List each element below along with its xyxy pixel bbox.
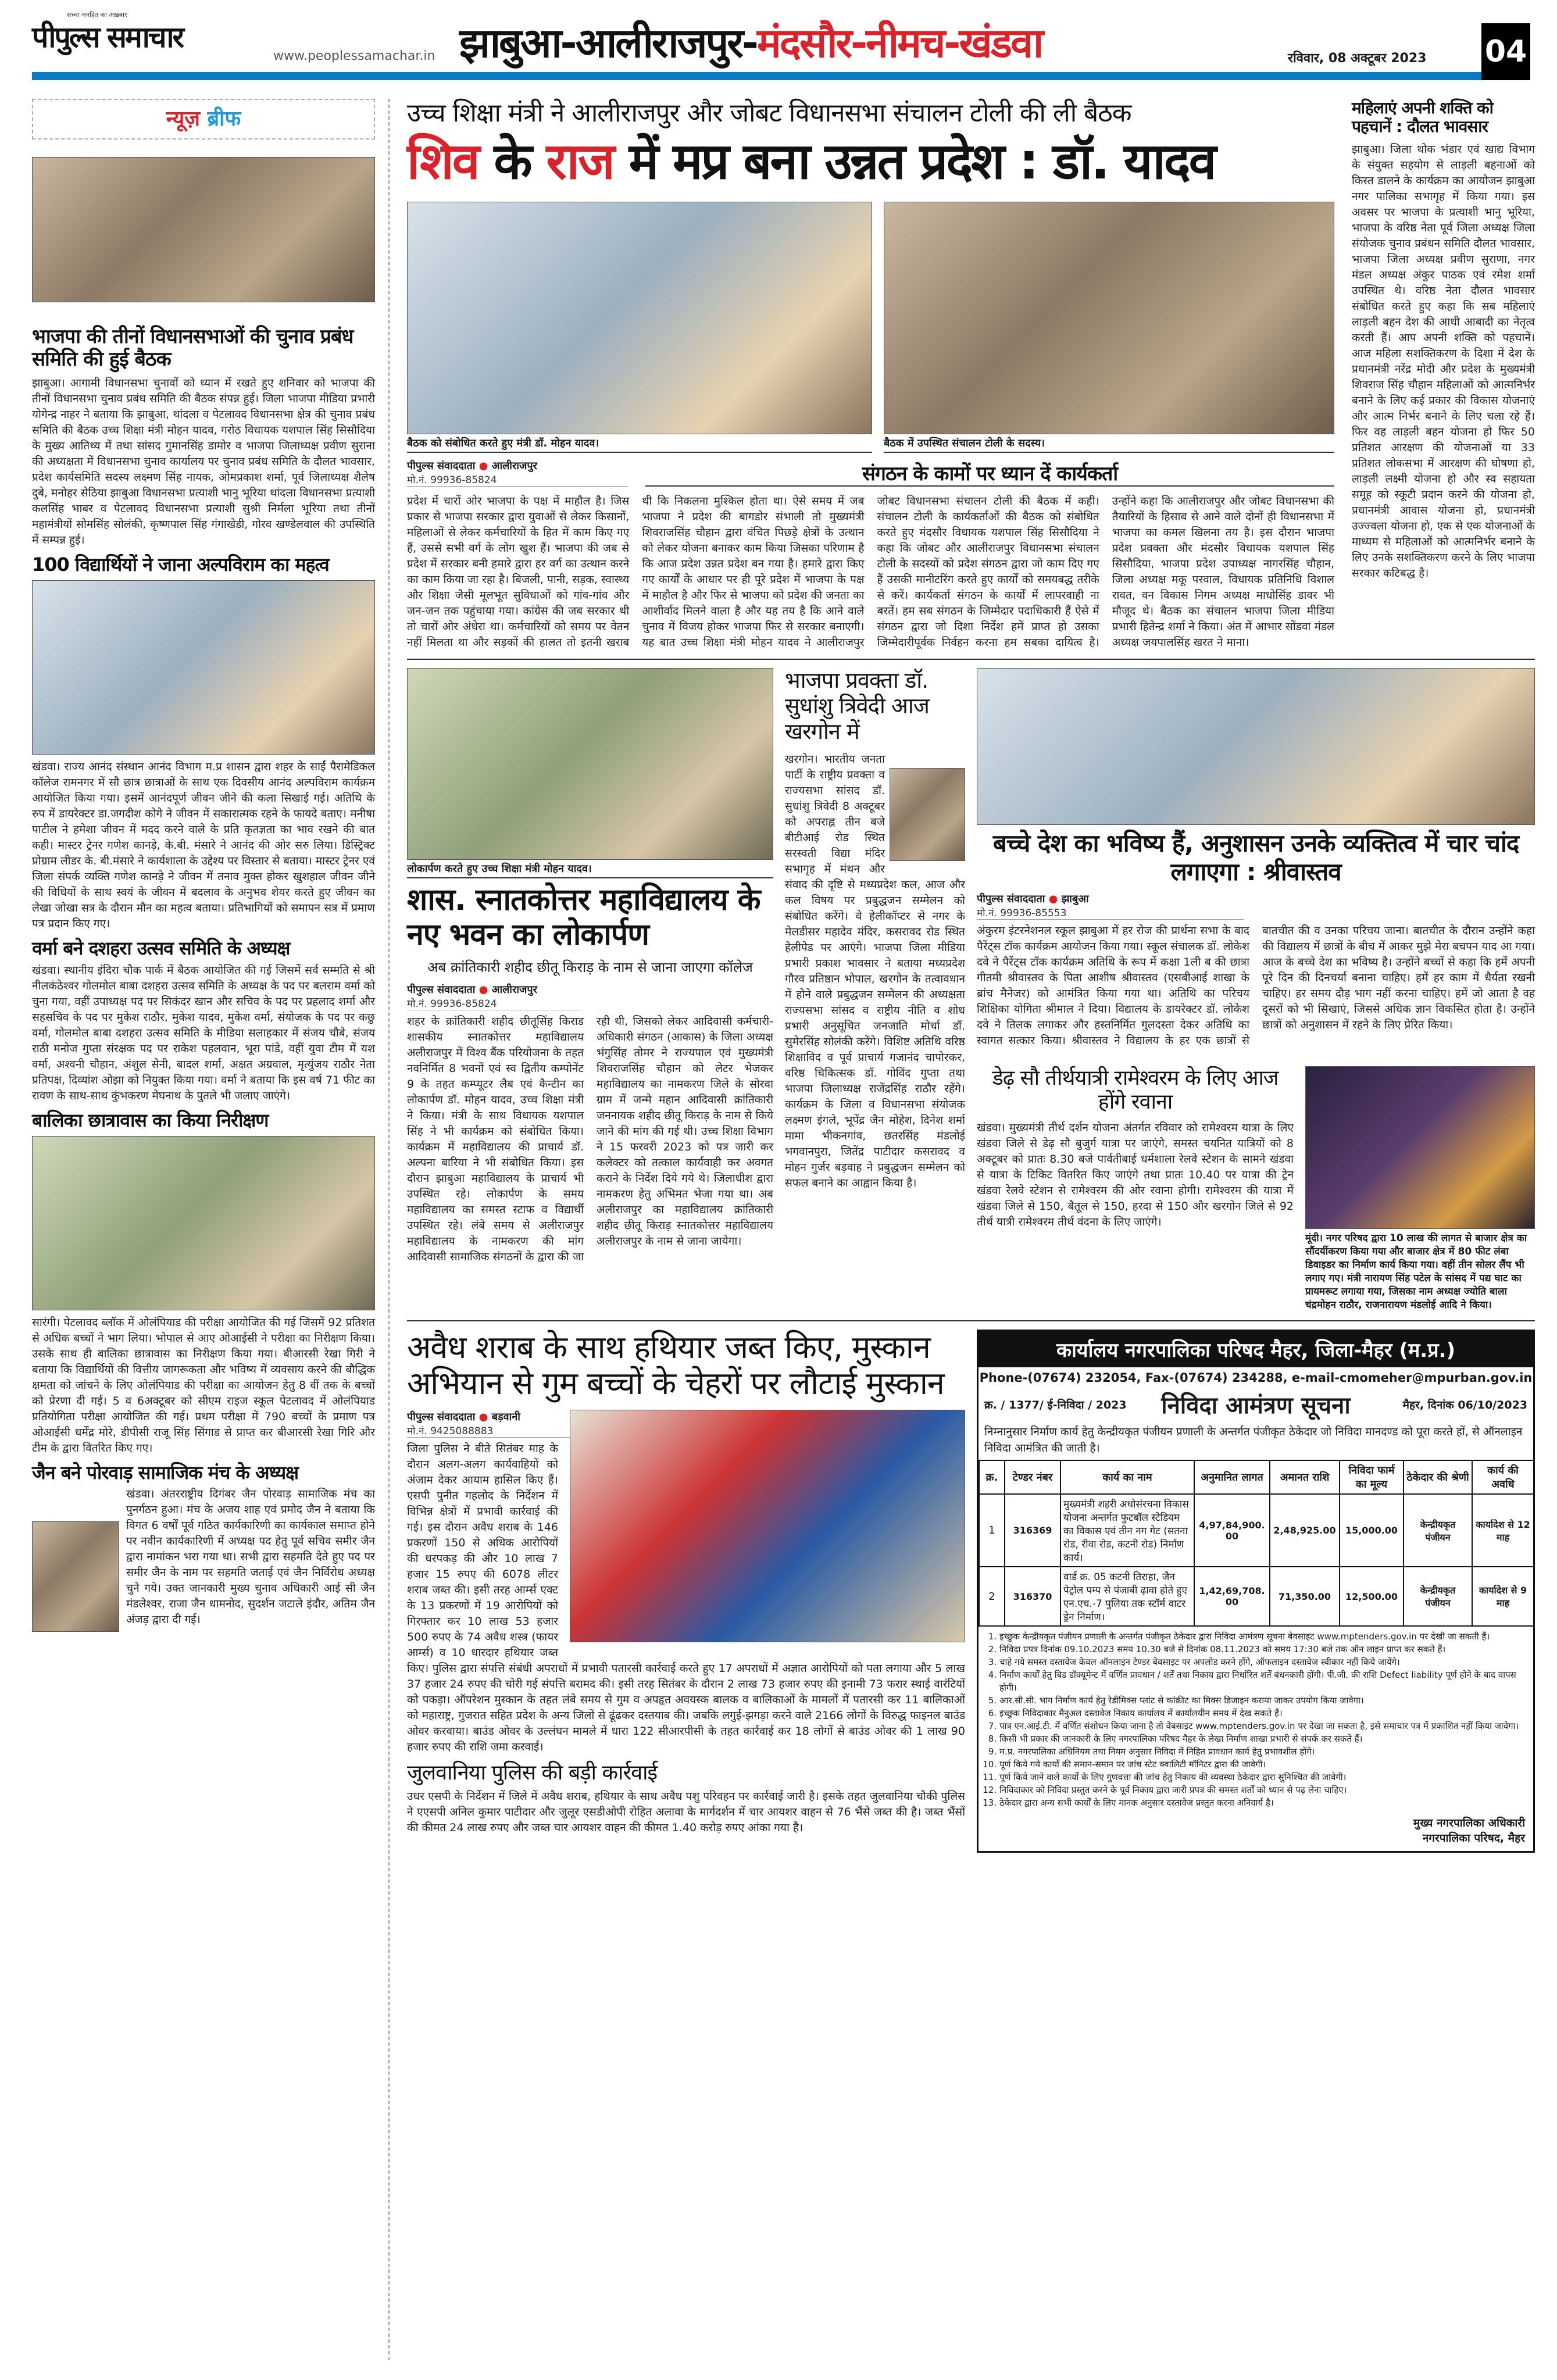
th: अमानत राशि — [1270, 1460, 1340, 1494]
tender-title-row — [979, 1388, 1533, 1420]
tender-table-header — [979, 1460, 1534, 1494]
masthead-rule — [32, 72, 1481, 80]
row-bottom — [407, 1330, 1535, 1853]
liquor-text: जिला पुलिस ने बीते सितंबर माह के दौरान अलग-अलग कार्यवाहियों को अंजाम देकर आयाम हासिल किए हैं। एसपी पुनीत गहलोद के निर्देशन में विभिन्न क्षेत्रों में प्रभावी कार्रवाई की गई। इस दौरान अवैध शराब के 146 प्रकरणों 150 से अधिक आरोपियों की धरपकड़ की और 10 लाख 7 हजार 15 रुपए की 6078 लीटर शराब जब्त की। इसी तरह आर्म्स एक्ट के 13 प्रकरणों में 19 आरोपियों को गिरफ्तार कर 10 लाख 53 हजार 500 रुपए के 74 अवैध शस्त्र (फायर आर्म्स) व 10 धारदार हथियार जब्त किए। पुलिस द्वारा संपत्ति संबंधी अपराधों में प्रभावी पतारसी कार्रवाई करते हुए 17 अपराधों में अज्ञात आरोपियों को पता लगाया और 5 लाख 37 हजार 24 रुपए की चोरी गई संपत्ति बरामद की। इसी तरह सितंबर के दौरान 2 लाख 73 हजार रुपए की इनामी 73 फरार स्थाई वारंटियों को पकड़ा। ऑपरेशन मुस्कान के तहत लंबे समय से गुम व अपहृत अवयस्क बालक व बालिकाओं के मामलों में पतारसी कर 11 बालिकाओं को महाराष्ट्र, गुजरात सहित प्रदेश के अन्य जिलों से ढूंढकर दस्तयाब की। जबकि लगुई-झगड़ा करने वाले 2166 लोगों के विरुद्ध फाइनल बाउंड ओवर करवाया। बाउंड ओवर के उल्लंघन मामले में धारा 122 सीआरपीसी के तहत कार्रवाई कर 18 लोगों से बाउंड ओवर की 1 लाख 90 हजार रुपए की राशि जमा करवाई। — [407, 1442, 965, 1754]
tender-table — [979, 1460, 1534, 1627]
main-byline-block — [407, 459, 628, 490]
td: 4,97,84,900.00 — [1194, 1494, 1270, 1567]
photo-students — [32, 580, 375, 755]
college-mobile: मो.नं. 99936-85824 — [407, 996, 581, 1010]
caption-committee: बैठक में उपस्थित संचालन टोली के सदस्य। — [884, 434, 1334, 453]
right-article — [1352, 99, 1535, 581]
tender-notice — [977, 1330, 1535, 1853]
tender-note: 12. निविदाकार को निविदा प्रस्तुत करने के पूर्व निकाय द्वारा जारी प्रपत्र की समस्त शर्तों को ध्यान से पढ़ लेना चाहिए। — [999, 1784, 1527, 1796]
subhead-college: अब क्रांतिकारी शहीद छीतू किराड़ के नाम से जाना जाएगा कॉलेज — [427, 959, 753, 976]
section-rule-2 — [407, 1320, 1535, 1321]
news-brief-blue: ब्रीफ — [207, 107, 241, 131]
headline-trivedi: भाजपा प्रवक्ता डॉ. सुधांशु त्रिवेदी आज खरगोन में — [785, 668, 929, 744]
signature-title: मुख्य नगरपालिका अधिकारी — [1413, 1817, 1525, 1830]
tender-title: निविदा आमंत्रण सूचना — [1161, 1392, 1351, 1420]
td: 2,48,925.00 — [1270, 1494, 1340, 1567]
table-row — [979, 1567, 1534, 1626]
main-headline-red-1: शिव — [407, 132, 478, 191]
liquor-byline: पीपुल्स संवाददाता ● बड़वानी — [407, 1411, 520, 1424]
main-headline-mid: के — [478, 132, 547, 191]
main-kicker: उच्च शिक्षा मंत्री ने आलीराजपुर और जोबट विधानसभा संचालन टोली की ली बैठक — [407, 98, 1131, 128]
issue-date: रविवार, 08 अक्टूबर 2023 — [1288, 51, 1427, 66]
row-top — [407, 99, 1535, 651]
caption-inauguration: लोकार्पण करते हुए उच्च शिक्षा मंत्री मोहन यादव। — [407, 860, 773, 878]
tender-ref: क्र. / 1377/ ई-निविदा / 2023 — [984, 1398, 1127, 1411]
tender-note: 5. आर.सी.सी. भाग निर्माण कार्य हेतु रेडीमिक्स प्लांट से कांक्रीट का मिक्स डिजाइन कराया जाकर उपयोग किया जावेगा। — [999, 1694, 1527, 1707]
photo-hostel-inspection — [32, 1136, 375, 1310]
masthead — [0, 0, 1557, 81]
article-dussehra: खंडवा। स्थानीय इंदिरा चौक पार्क में बैठक आयोजित की गई जिसमें सर्व सम्मति से श्री नीलकंठेश्वर गोलमोल बाबा दशहरा उत्सव समिति के अध्यक्ष के पद पर बलराम वर्मा को चुना गया, वहीं उपाध्यक्ष पद पर सिकंदर खान और सचिव के पद पर प्रहलाद शर्मा और सहसचिव के पद पर मुकेश राठौर, मुकेश यादव, मुकेश वर्मा, संयोजक के पद पर कछु वर्मा, गोलमोल बाबा दशहरा उत्सव समिति के मीडिया सलाहकार में संजय चौबे, संजय राठी मनोज गुप्ता संरक्षक पद पर राकेश पहलवान, भूरा पांडे, वहीं युवा टीम में यश वर्मा, अश्वनी चौहान, अंशुल सेनी, बादल शर्मा, अक्षत अग्रवाल, मृत्युंजय राठौर नेता प्रतिपक्ष, दिव्यांश ओझा को नियुक्त किया गया। वर्मा ने बताया कि इस वर्ष 71 फीट का रावण के साथ-साथ कुंभकरण मेघनाथ के पुतले भी जलाए जाएंगे। — [32, 963, 375, 1102]
td: केन्द्रीयकृत पंजीयन — [1404, 1494, 1472, 1567]
main-subhead: संगठन के कामों पर ध्यान दें कार्यकर्ता — [645, 463, 1334, 487]
photo-samir-jain — [32, 1521, 119, 1632]
headline-dussehra: वर्मा बने दशहरा उत्सव समिति के अध्यक्ष — [32, 937, 290, 959]
college-article — [407, 668, 773, 1265]
photo-sudhanshu-trivedi — [890, 768, 965, 861]
table-row — [979, 1494, 1534, 1567]
tender-signature — [979, 1809, 1533, 1851]
photo-committee-members — [884, 202, 1334, 434]
tender-date: मैहर, दिनांक 06/10/2023 — [1402, 1398, 1528, 1411]
main-article-header — [407, 459, 1334, 490]
tender-note: 11. पूर्ण किये जाने वाले कार्यों के लिए गुणवत्ता की जांच हेतु निकाय की व्यवस्था ठेकेदार द्वारा सुनिश्चित की जावेगी। — [999, 1771, 1527, 1784]
main-story — [407, 99, 1334, 651]
row-middle — [407, 668, 1535, 1312]
tender-note: 13. ठेकेदार द्वारा अन्य सभी कार्यों के लिए मानक अनुसार दस्तावेज प्रस्तुत करना अनिवार्य है। — [999, 1796, 1527, 1809]
signature-office: नगरपालिका परिषद, मैहर — [1422, 1832, 1525, 1845]
headline-women-power: महिलाएं अपनी शक्ति को पहचानें : दौलत भावसार — [1352, 98, 1493, 137]
main-headline-rest: में मप्र बना उन्नत प्रदेश : डॉ. यादव — [613, 132, 1215, 191]
byline-place: बड़वानी — [491, 1411, 520, 1424]
trivedi-article — [785, 668, 965, 1191]
main-headline-red-2: राज — [546, 132, 613, 191]
td: 12,500.00 — [1340, 1567, 1404, 1626]
edition-title-black: झाबुआ-आलीराजपुर- — [459, 19, 757, 67]
tender-notes — [979, 1627, 1533, 1809]
th: निविदा फार्म का मूल्य — [1340, 1460, 1404, 1494]
th: टेण्डर नंबर — [1005, 1460, 1060, 1494]
headline-porwad: जैन बने पोरवाड़ सामाजिक मंच के अध्यक्ष — [32, 1461, 299, 1484]
page-number: 04 — [1481, 23, 1530, 80]
td: 71,350.00 — [1270, 1567, 1340, 1626]
headline-hostel: बालिका छात्रावास का किया निरीक्षण — [32, 1109, 269, 1131]
pilgrims-text: खंडवा। मुख्यमंत्री तीर्थ दर्शन योजना अंतर्गत रविवार को रामेश्वरम यात्रा के लिए खंडवा जिले से डेढ़ सौ बुजुर्ग यात्रा पर जाएंगे, समस्त चयनित यात्रियों को 8 अक्टूबर को प्रातः 8.30 बजे पार्वतीबाई धर्मशाला रेलवे स्टेशन के सामने खंडवा से यात्रा के टिकिट वितरित किए जाएंगे तथा प्रातः 10.40 पर यात्रा की ट्रेन खंडवा रेलवे स्टेशन से रामेश्वरम की ओर रवाना होगी। रामेश्वरम की यात्रा में खंडवा जिले से 150, बैतूल से 150, हरदा से 150 और खरगोन जिले से 92 तीर्थ यात्री रामेश्वरम तीर्थ वंदना के लिए जाएंगे। — [977, 1121, 1294, 1228]
school-byline: पीपुल्स संवाददाता ● झाबुआ — [977, 893, 1089, 906]
article-hostel: सारंगी। पेटलावद ब्लॉक में ओलंपियाड की परीक्षा आयोजित की गई जिसमें 92 प्रतिशत से अधिक बच्चों ने भाग लिया। भोपाल से आए ओआईसी ने परीक्षा का निरीक्षण किया। उसके साथ ही बालिका छात्रावास का निरीक्षण किया गया। बीआरसी रेखा गिरी ने बताया कि विद्यार्थियों की वित्तीय जागरूकता और भविष्य में व्यवसाय करने की बौद्धिक क्षमता को जांचने के लिए ओलंपियाड की परीक्षा का आयोजन हेतु 8 वीं तक के बच्चों को प्रेरणा दी गई। 5 व 6अक्टूबर को सीएम राइज स्कूल पेटलावद में ओलंपियाड प्रतियोगिता परीक्षा आयोजित की गई। प्रथम परीक्षा में 790 बच्चों के प्रमाण पत्र ओआईसी धर्मेंद्र मोरे, डीपीसी राजू सिंह सिंगाड से प्राप्त कर बीआरसी रेखा गिरि और टीम के द्वारा वितरित किए गए। — [32, 1316, 375, 1455]
byline-name: पीपुल्स संवाददाता — [407, 1411, 476, 1424]
tender-note: 1. इच्छुक केन्द्रीयकृत पंजीयन प्रणाली के अन्तर्गत पंजीकृत ठेकेदार द्वारा निविदा आमंत्रण सूचना बेवसाइट www.mptenders.gov.in पर देखी जा सकती हैं। — [999, 1630, 1527, 1643]
liquor-mobile: मो.नं. 9425088883 — [407, 1424, 965, 1438]
photo-school-assembly — [977, 668, 1535, 825]
edition-title — [459, 20, 1042, 67]
website-url[interactable]: www.peoplessamachar.in — [273, 49, 435, 63]
julwania-text: उधर एसपी के निर्देशन में जिले में अवैध शराब, हथियार के साथ अवैध पशु परिवहन पर कार्रवाई जारी है। इसके तहत जुलवानिया चौकी पुलिस ने एएसपी अनिल कुमार पाटीदार और जुलूर एसडीओपी रोहित अलावा के मार्गदर्शन में चार आयशर वाहन से 76 भैंसे जब्त की है। जब्त भैंसों की कीमत 24 लाख रुपए और जब्त चार आयशर वाहन की कीमत 1.40 करोड़ रुपए आंका गया है। — [407, 1789, 965, 1834]
headline-school: बच्चे देश का भविष्य हैं, अनुशासन उनके व्यक्तित्व में चार चांद लगाएगा : श्रीवास्तव — [992, 829, 1519, 886]
headline-pilgrims: डेढ़ सौ तीर्थयात्री रामेश्वरम के लिए आज होंगे रवाना — [992, 1066, 1279, 1114]
photo-market-divider — [1305, 1066, 1535, 1229]
main-article-text: प्रदेश में चारों ओर भाजपा के पक्ष में माहौल है। जिस प्रकार से भाजपा सरकार द्वारा युवाओं से लेकर किसानों, महिलाओं से लेकर कर्मचारियों के हित में काम किए गए हैं, उससे सभी वर्ग के लोग खुश हैं। भाजपा की जब से प्रदेश में सरकार बनी हमारे द्वारा हर वर्ग का उत्थान करने का काम किया जा रहा है। बिजली, पानी, सड़क, स्वास्थ्य और शिक्षा जैसी मूलभूत सुविधाओं को गांव-गांव और जन-जन तक पहुंचाया गया। कांग्रेस की जब सरकार थी तो चारों ओर अंधेरा था। कर्मचारियों को समय पर वेतन नहीं मिलता था और सड़कों की हालत तो इतनी खराब थी कि निकलना मुश्किल होता था। ऐसे समय में जब भाजपा ने प्रदेश की बागडोर संभाली तो मुख्यमंत्री शिवराजसिंह चौहान द्वारा वंचित पिछड़े क्षेत्रों के उत्थान को लेकर योजना बनाकर काम किया जिसका परिणाम है कि आज प्रदेश उन्नत प्रदेश बन गया है। हमारे द्वारा किए गए कार्यों के आधार पर ही पूरे प्रदेश में भाजपा के पक्ष में माहौल है और फिर से भाजपा को प्रदेश की जनता का आशीर्वाद मिलने वाला है और यह तय है कि आने वाले चुनाव में विजय होकर भाजपा फिर से सरकार बनाएगी। यह बात उच्च शिक्षा मंत्री मोहन यादव ने आलीराजपुर जोबट विधानसभा संचालन टोली की बैठक में कही। संचालन टोली के कार्यकर्ताओं की बैठक को संबोधित करते हुए मंदसौर विधायक यशपाल सिंह सिसौदिया ने कहा कि जोबट और आलीराजपुर विधानसभा संचालन टोली के सदस्यों को प्रदेश संगठन द्वारा जो काम दिए गए हैं उसकी मानीटरिंग करते हुए कार्यों को समयबद्ध तरीके से करें। कार्यकर्ता संगठन के कार्यों में लापरवाही ना बरतें। हम सब संगठन के जिम्मेदार पदाधिकारी हैं ऐसे में संगठन द्वारा जो दिशा निर्देश हमें प्राप्त हो उसका जिम्मेदारीपूर्वक निर्वहन करना हम सबका दायित्व है। उन्होंने कहा कि आलीराजपुर और जोबट विधानसभा की तैयारियों के हिसाब से आने वाले दोनों ही विधानसभा में भाजपा का कमल खिलना तय है। इस दौरान भाजपा प्रदेश प्रवक्ता और मंदसौर विधायक यशपाल सिंह सिसौदिया, भाजपा प्रदेश उपाध्यक्ष नागरसिंह चौहान, जिला अध्यक्ष मकू परवाल, विधायक प्रतिनिधि विशाल रावत, वन विकास निगम अध्यक्ष माधोसिंह डावर भी मौजूद थे। बैठक का संचालन भाजपा जिला मीडिया प्रभारी हितेन्द्र शर्मा ने किया। अंत में आभार सोंडवा मंडल अध्यक्ष जयपालसिंह खरत ने माना। — [407, 495, 1334, 649]
photo-seized-trucks — [570, 1410, 965, 1642]
td: कार्यादेश से 9 माह — [1472, 1567, 1534, 1626]
td: 2 — [979, 1567, 1005, 1626]
byline-name: पीपुल्स संवाददाता — [977, 893, 1045, 906]
td: 1 — [979, 1494, 1005, 1567]
main-photos — [407, 202, 1334, 453]
tender-note: 10. पूर्ण किये गये कार्यों की समान-समान पर जांच स्टेट क्वालिटी मॉनिटर द्वारा की जावेगी। — [999, 1758, 1527, 1771]
main-headline — [407, 133, 1334, 191]
pilgrims-article — [977, 1066, 1294, 1230]
trivedi-text: खरगोन। भारतीय जनता पार्टी के राष्ट्रीय प्रवक्ता व राज्यसभा सांसद डॉ. सुधांशु त्रिवेदी 8 अक्टूबर को अपराह्न तीन बजे बीटीआई रोड स्थित सरस्वती विद्या मंदिर सभागृह में मंथन और संवाद की दृष्टि से मध्यप्रदेश कल, आज और कल विषय पर प्रबुद्धजन सम्मेलन को संबोधित करेंगे। वे हेलीकॉप्टर से नगर के मेलडीसर महादेव मंदिर, कसरावद रोड स्थित हेलीपेड पर आएंगे। भाजपा जिला मीडिया प्रभारी प्रकाश भावसार ने बताया मध्यप्रदेश गौरव प्रतिष्ठान भोपाल, खरगोन के तत्वावधान में होने वाले प्रबुद्धजन सम्मेलन की अध्यक्षता राज्यसभा सांसद व राष्ट्रीय नीति व शोध प्रभारी अनुसूचित जनजाति मोर्चा डॉ. सुमेरसिंह सोलंकी करेंगे। विशिष्ट अतिथि वरिष्ठ शिक्षाविद व पूर्व प्राचार्य गजानंद चापोरकर, वरिष्ठ चिकित्सक डॉ. गोविंद गुप्ता तथा भाजपा जिलाध्यक्ष राजेंद्रसिंह राठौर रहेंगे। कार्यक्रम के जिला व विधानसभा संयोजक लक्ष्मण इंगले, भूपेंद्र जैन मोहेश, दिनेश शर्मा मामा भीकनगांव, छतरसिंह मंडलोई भगवानपुरा, जितेंद्र पाटीदार कसरावद व मोहन गुर्जर बड़वाह ने प्रबुद्धजन सम्मेलन को सफल बनाने का आह्वान किया है। — [785, 752, 965, 1189]
main-photo-1-block — [407, 202, 872, 453]
tender-contact: Phone-(07674) 232054, Fax-(07674) 234288, e-mail-cmomeher@mpurban.gov.in — [979, 1371, 1533, 1385]
photo-bjp-meeting — [32, 157, 375, 302]
tender-note: 7. पात्र एन.आई.टी. में वर्णित संशोधन किया जाना है तो वेबसाइट www.mptenders.gov.in पर देखा जा सकता है, इसे समाचार पत्र में प्रकाशित नहीं किया जावेगा। — [999, 1720, 1527, 1732]
tender-note: 9. म.प्र. नगरपालिका अधिनियम तथा नियम अनुसार निविदा में निहित प्रावधान कार्य हेतु प्रभावशील होंगे। — [999, 1745, 1527, 1758]
news-brief-red: न्यूज़ — [166, 107, 201, 131]
th: अनुमानित लागत — [1194, 1460, 1270, 1494]
main-byline: पीपुल्स संवाददाता ● आलीराजपुर — [407, 460, 537, 473]
main-mobile: मो.नं. 99936-85824 — [407, 473, 628, 487]
main-area — [407, 99, 1535, 1853]
tender-note: 4. निर्माण कार्यों हेतु बिड डॉक्यूमेन्ट में वर्णित प्रावधान / शर्तें तथा निकाय द्वारा निर्धारित शर्तें बंधनकारी होंगी। पी.जी. की राशि Defect liability पूर्ण होने के बाद वापस होगी। — [999, 1668, 1527, 1694]
tender-note: 6. इच्छुक निविदाकार मैनुअल दस्तावेज निकाय कार्यालय में कार्यालयीन समय में देख सकते हैं। — [999, 1707, 1527, 1720]
td: वार्ड क्र. 05 कटनी तिराहा, जैन पेट्रोल पम्प से पंजाबी ढ़ावा होते हुए एन.एच.-7 पुलिया तक स्टॉर्म वाटर ड्रेन निर्माण। — [1060, 1567, 1194, 1626]
td: केन्द्रीयकृत पंजीयन — [1404, 1567, 1472, 1626]
headline-college: शास. स्नातकोत्तर महाविद्यालय के नए भवन का लोकार्पण — [407, 882, 760, 953]
college-text: शहर के क्रांतिकारी शहीद छीतूसिंह किराड शासकीय स्नातकोत्तर महाविद्यालय अलीराजपुर में विश्व बैंक परियोजना के तहत नवनिर्मित 8 भवनों एवं स्व द्वितीय कम्पोनेंट 9 के तहत कम्प्यूटर लैब एवं कैन्टीन का लोकार्पण डॉ. मोहन यादव, उच्च शिक्षा मंत्री ने किया। मंत्री के साथ विधायक यशपाल सिंह ने भी कार्यक्रम को संबोधित किया। कार्यक्रम में महाविद्यालय की प्राचार्य डॉ. अल्पना बारिया ने भी संबोधित किया। इस दौरान झाबुआ महाविद्यालय के प्राचार्य भी उपस्थित रहे। लोकार्पण के समय महाविद्यालय का समस्त स्टाफ व विद्यार्थी उपस्थित रहे। लंबे समय से अलीराजपुर महाविद्यालय के नामकरण की मांग आदिवासी सामाजिक संगठनों के द्वारा की जा रही थी, जिसको लेकर आदिवासी कर्मचारी-अधिकारी संगठन (आकास) के जिला अध्यक्ष भंगुसिंह तोमर ने राज्यपाल एवं मुख्यमंत्री शिवराजसिंह चौहान को लेटर भेजकर महाविद्यालय का नामकरण जिले के सोरवा ग्राम में जन्मे महान आदिवासी क्रांतिकारी जननायक शहीद छीतू किराड़ के नाम से किये जाने की मांग की गई थी। उच्च शिक्षा विभाग ने 15 फरवरी 2023 को पत्र जारी कर कलेक्टर को तत्काल कार्यवाही कर अवगत कराने के निर्देश दिये गये थे। जिलाधीश द्वारा नामकरण हेतु अभिमत भेजा गया था। अब अलीराजपुर का महाविद्यालय क्रांतिकारी शहीद छीतू किराड़ स्नातकोत्तर महाविद्यालय अलीराजपुर के नाम से जाना जायेगा। — [407, 1015, 773, 1264]
tender-office: कार्यालय नगरपालिका परिषद मैहर, जिला-मैहर (म.प्र.) — [979, 1331, 1533, 1367]
th: क्र. — [979, 1460, 1005, 1494]
byline-name: पीपुल्स संवाददाता — [407, 984, 476, 996]
porwad-block — [32, 1486, 375, 1635]
byline-place: झाबुआ — [1061, 893, 1089, 906]
pilgrims-row — [977, 1066, 1535, 1312]
photo-minister-address — [407, 202, 872, 434]
headline-julwania: जुलवानिया पुलिस की बड़ी कार्रवाई — [407, 1761, 658, 1785]
article-porwad: खंडवा। अंतरराष्ट्रीय दिगंबर जैन पोरवाड़ सामाजिक मंच का पुनर्गठन हुआ। मंच के अजय शाह एवं प्रमोद जैन ने बताया कि विगत 6 वर्षों पूर्व गठित कार्यकारिणी का कार्यकाल समाप्त होने पर नवीन कार्यकारिणी में अध्यक्ष पद हेतु पूर्व सचिव समीर जैन द्वारा नामांकन भरा गया था। सभी द्वारा सहमति देते हुए पद पर समीर जैन के नाम पर सहमति जताई एवं जैन निर्विरोध अध्यक्ष चुने गये। उक्त जानकारी मुख्य चुनाव अधिकारी आई सी जैन मंडलेश्वर, राजा जैन धामनोद, सुदर्शन जटाले इंदौर, अतिम जैन अंजड़ द्वारा दी गई। — [126, 1488, 375, 1627]
byline-place: आलीराजपुर — [491, 984, 537, 996]
caption-market-divider: मूंदी। नगर परिषद द्वारा 10 लाख की लागत से बाजार क्षेत्र का सौंदर्यीकरण किया गया और बाजार क्षेत्र में 80 फीट लंबा डिवाइडर का निर्माण कार्य किया गया। वहीं तीन सोलर लैंप भी लगाए गए। मंत्री नारायण सिंह पटेल के सांसद में पद्य घाट का प्रायमरूट लगाया गया, जिसका नाम अध्यक्ष ज्योति बाला चंद्रमोहन राठौर, राजनारायण मंडलोई आदि ने किया। — [1305, 1232, 1527, 1311]
school-text: अंकुरम इंटरनेशनल स्कूल झाबुआ में हर रोज की प्रार्थना सभा के बाद पैरेंट्स टॉक कार्यक्रम आयोजन किया गया। स्कूल संचालक डॉ. लोकेश दवे ने पैरेंट्स टॉक कार्यक्रम अतिथि के रूप में कक्षा 1ली ब की छात्रा गीतमी श्रीवास्तव के पिता आशीष श्रीवास्तव (एसबीआई शाखा के ब्रांच मैनेजर) को आमंत्रित किया गया था। अतिथि का परिचय शिक्षिका योगिता श्रीमाल ने दिया। विद्यालय के डायरेक्टर डॉ. लोकेश दवे ने तिलक लगाकर और हस्तनिर्मित गुलदस्ता देकर अतिथि का स्वागत सत्कार किया। श्रीवास्तव ने विद्यालय के हर एक छात्रों से बातचीत की व उनका परिचय जाना। बातचीत के दौरान उन्होंने कहा की विद्यालय में छात्रों के बीच में आकर मुझे मेरा बचपन याद आ गया। आज के बच्चे देश का भविष्य है। उन्होंने बच्चों से कहा कि हमें अपनी पूरे दिन की दिनचर्या बनाना चाहिए। हमें हर काम में धैर्यता रखनी चाहिए। हर समय दौड़ भाग नहीं करना चाहिए। हमें जो आता है वह दूसरों को भी सिखाएं, जिससे अधिक ज्ञान विकसित होता है। उन्होंने छात्रों को अनुशासन में रहने के लिए प्रेरित किया। — [977, 924, 1535, 1048]
article-women-power: झाबुआ। जिला थोक भंडार एवं खाद्य विभाग के संयुक्त सहयोग से लाड़ली बहनाओं को किस्त डालने के कार्यक्रम का आयोजन झाबुआ नगर पालिका सभागृह में किया गया। इस अवसर पर भाजपा के प्रत्याशी भानु भूरिया, भाजपा के वरिष्ठ नेता पूर्व जिला अध्यक्ष जिला संयोजक चुनाव प्रबंधन समिति दौलत भावसार, भाजपा जिला अध्यक्ष प्रवीण सुराणा, नगर मंडल अध्यक्ष अंकुर पाठक एवं रमेश शर्मा उपस्थित थे। वरिष्ठ नेता दौलत भावसार संबोधित करते हुए कहा कि सब महिलाएं लाड़ली बहन देश की आधी आबादी का नेतृत्व करती हैं। आप अपनी शक्ति को पहचानें। आज महिला सशक्तिकरण के दिशा में देश के प्रधानमंत्री नरेंद्र मोदी और प्रदेश के मुख्यमंत्री शिवराज सिंह चौहान महिलाओं को आत्मनिर्भर बनाने के लिए कई प्रकार की विकास योजनाएं और आत्म निर्भर बनाने के लिए चला रहे हैं। फिर वह लाड़ली बहन योजना हो फिर 50 प्रतिशत आरक्षण की योजनाओं या 33 प्रतिशत लोकसभा में आरक्षण की घोषणा हो, लाड़ली लक्ष्मी योजना हो और स्व सहायता समूह को स्कूटी प्रदान करने की योजना हो, प्रधानमंत्री आवास योजना हो, प्रधानमंत्री उज्ज्वला योजना हो, एक से एक योजनाओं के माध्यम से महिलाओं को आत्मनिर्भर बनाने के लिए उनके सशक्तिकरण करने के लिए भाजपा सरकार कटिबद्ध है। — [1352, 143, 1535, 580]
left-column — [32, 99, 375, 1635]
main-article — [407, 459, 1334, 651]
headline-liquor: अवैध शराब के साथ हथियार जब्त किए, मुस्कान अभियान से गुम बच्चों के चेहरों पर लौटाई मुस्कान — [407, 1330, 944, 1402]
tender-intro: निम्नानुसार निर्माण कार्य हेतु केन्द्रीयकृत पंजीयन प्रणाली के अन्तर्गत पंजीकृत ठेकेदार जो निविदा मानदण्ड को पूरा करते हों, से ऑनलाइन निविदा आमंत्रित की जाती है। — [984, 1425, 1523, 1455]
td: 316369 — [1005, 1494, 1060, 1567]
byline-place: आलीराजपुर — [491, 460, 537, 473]
college-byline: पीपुल्स संवाददाता ● आलीराजपुर — [407, 984, 537, 996]
school-mobile: मो.नं. 99936-85553 — [977, 906, 1244, 920]
td: 15,000.00 — [1340, 1494, 1404, 1567]
section-rule — [407, 659, 1535, 660]
headline-alpviram: 100 विद्यार्थियों ने जाना अल्पविराम का महत्व — [32, 553, 329, 576]
headline-bjp-committee: भाजपा की तीनों विधानसभाओं की चुनाव प्रबंध समिति की हुई बैठक — [32, 325, 353, 371]
edition-title-red: मंदसौर-नीमच-खंडवा — [756, 19, 1042, 67]
td: 316370 — [1005, 1567, 1060, 1626]
school-pilgrims-block — [977, 668, 1535, 1312]
news-brief-box — [32, 99, 375, 140]
column-divider — [388, 99, 390, 2360]
byline-name: पीपुल्स संवाददाता — [407, 460, 476, 473]
photo-inauguration — [407, 668, 773, 860]
tender-note: 2. निविदा प्रपत्र दिनांक 09.10.2023 समय 10.30 बजे से दिनांक 08.11.2023 को समय 17:30 बजे तक ऑन लाइन प्राप्त कर सकते हैं। — [999, 1643, 1527, 1656]
th: कार्य का नाम — [1060, 1460, 1194, 1494]
article-alpviram: खंडवा। राज्य आनंद संस्थान आनंद विभाग म.प्र शासन द्वारा शहर के साईं पैरामेडिकल कॉलेज रामनगर में सौ छात्र छात्राओं के साथ एक दिवसीय आनंद अल्पविराम कार्यक्रम आयोजित किया गया। इसमें आनंदपूर्ण जीवन जीने की कला सिखाई गई। अतिथि के रुप में डायरेक्टर डा.जगदीश कोगे ने जीवन में सकारात्मक रहने के फायदे बताए। मनीषा पाटील ने हमेशा जीवन में मदद करने वाले के प्रति कृतज्ञता का भाव रखने की बात कही। मास्टर ट्रेनर गणेश कानड़े, के.बी. मंसारे ने आनंद की ओर सरु लिया। डिस्ट्रिक्ट प्रोग्राम लीडर के. बी.मंसारे ने कार्यशाला के उद्देश्य पर विस्तार से बताया। मास्टर ट्रेनर एवं जिला संपर्क व्यक्ति गणेश कानड़े ने जीवन में तनाव मुक्त होकर खुशहाल जीवन जीने की विधियों के साथ स्वयं के जीवन में बदलाव के अनुभव शेयर करते हुए जीवन का लेखा जोखा सत्र के दौरान मौन का महत्व बताया। प्रतिभागियों को समापन सत्र में प्रमाण पत्र प्रदान किए गए। — [32, 760, 375, 930]
th: कार्य की अवधि — [1472, 1460, 1534, 1494]
logo: पीपुल्स समाचार — [32, 20, 183, 54]
td: मुख्यमंत्री शहरी अधोसंरचना विकास योजना अन्तर्गत फुटबॉल स्टेडियम का विकास एवं तीन नग गेट (सतना रोड, रीवा रोड, कटनी रोड) निर्माण कार्य। — [1060, 1494, 1194, 1567]
logo-tagline: सच्चा जनहित का अख़बार — [67, 11, 127, 19]
market-photo-block — [1305, 1066, 1535, 1312]
th: ठेकेदार की श्रेणी — [1404, 1460, 1472, 1494]
caption-minister: बैठक को संबोधित करते हुए मंत्री डॉ. मोहन यादव। — [407, 434, 872, 453]
liquor-article — [407, 1330, 965, 1836]
td: 1,42,69,708.00 — [1194, 1567, 1270, 1626]
tender-note: 8. किसी भी प्रकार की जानकारी के लिए नगरपालिका परिषद मैहर के लेखा निर्माण शाखा प्रभारी से संपर्क कर सकते हैं। — [999, 1732, 1527, 1745]
main-photo-2-block — [884, 202, 1334, 453]
td: कार्यादेश से 12 माह — [1472, 1494, 1534, 1567]
tender-note: 3. चाहे गये समस्त दस्तावेज केवल ऑनलाइन टेण्डर बेवसाइट पर अपलोड करने होंगे, ऑफलाइन दस्तावेज स्वीकार नहीं किये जायेंगे। — [999, 1656, 1527, 1668]
article-bjp-committee: झाबुआ। आगामी विधानसभा चुनावों को ध्यान में रखते हुए शनिवार को भाजपा की तीनों विधानसभा चुनाव प्रबंध समिति की बैठक संपन्न हुई। जिला भाजपा मीडिया प्रभारी योगेन्द्र नाहर ने बताया कि झाबुआ, थांदला व पेटलावद विधानसभा क्षेत्र की चुनाव प्रबंध समिति की बैठक उच्च शिक्षा मंत्री मोहन यादव, गरोठ विधायक यशपाल सिंह सिसौदिया के मुख्य आतिथ्य में तथा सांसद गुमानसिंह डामोर व भाजपा जिलाध्यक्ष प्रवीण सुराना की अध्यक्षता में विधानसभा चुनाव कार्यालय पर चुनाव प्रबंध समिति के दौलत भावसार, प्रदेश कार्यसमिति सदस्य लक्ष्मण सिंह नायक, ओमप्रकाश शर्मा, पूर्व जिलाध्यक्ष शैलेष दुबे, मनोहर सेठिया झाबुआ विधानसभा प्रत्याशी भानु भूरिया थांदला विधानसभा प्रत्याशी कलसिंह भाबर व पेटलावद विधानसभा प्रत्याशी सुश्री निर्मला भूरिया तथा तीनों महामंत्रीयों सोमसिंह सोलंकी, कृष्णपाल सिंह गंगाखेडी, गोरव खण्डेलवाल की उपस्थिति में सम्पन्न हुई। — [32, 377, 375, 547]
